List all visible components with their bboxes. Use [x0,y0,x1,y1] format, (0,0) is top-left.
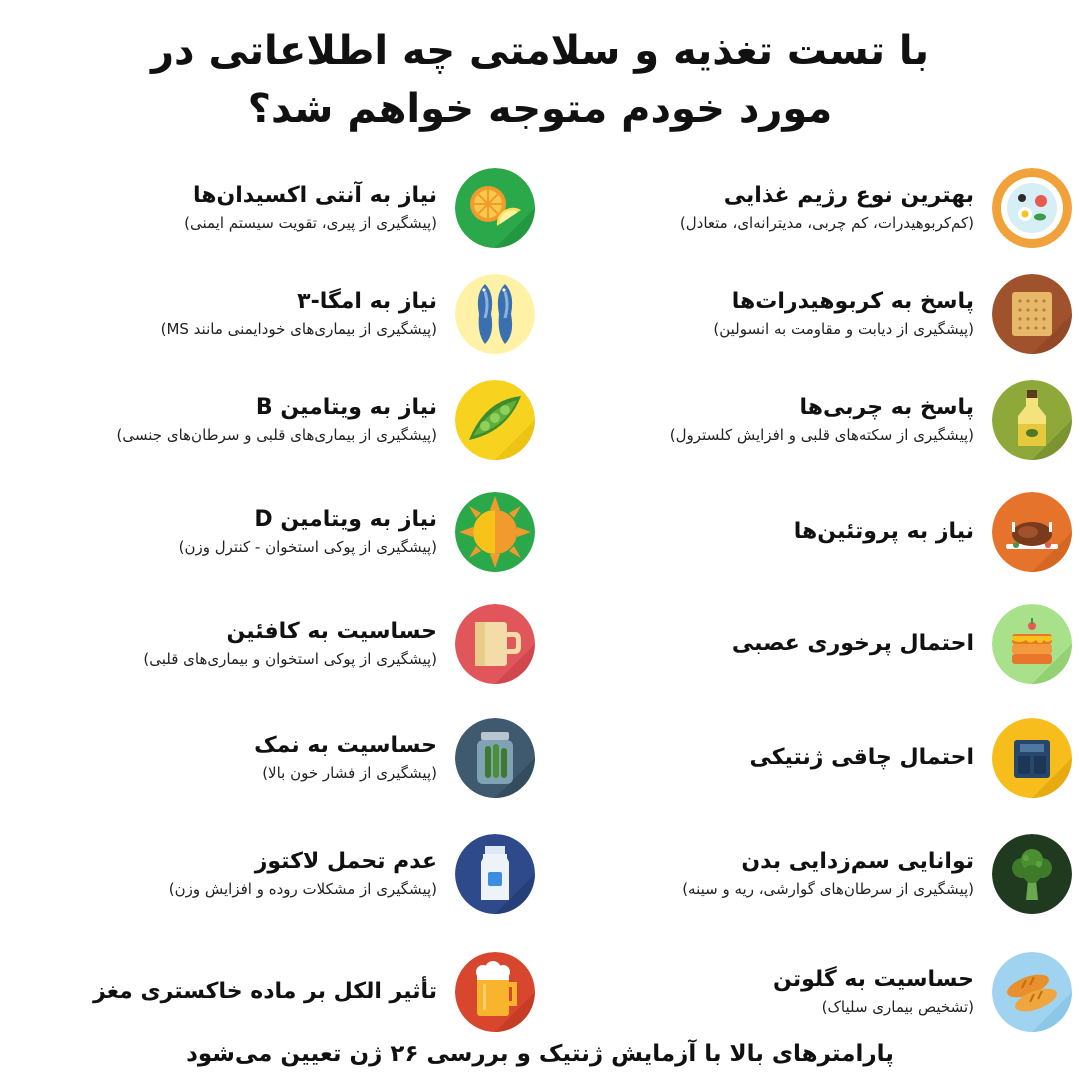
item-lactose-intolerance [5,832,535,916]
item-title: نیاز به امگا-۳ [297,289,437,314]
item-subtitle: (تشخیص بیماری سلیاک) [821,998,974,1016]
sun-icon [455,492,535,572]
item-alcohol-effect [5,950,535,1034]
salad-plate-icon [992,168,1072,248]
item-fat-response [537,378,1072,462]
item-salt-sensitivity [5,716,535,800]
item-subtitle: (پیشگیری از مشکلات روده و افزایش وزن) [168,880,437,898]
item-title: توانایی سم‌زدایی بدن [741,849,974,874]
item-subtitle: (پیشگیری از سرطان‌های گوارشی، ریه و سینه) [682,880,974,898]
item-title: حساسیت به گلوتن [773,967,974,992]
item-carb-response [537,272,1072,356]
item-title: نیاز به پروتئین‌ها [793,519,974,544]
item-subtitle: (پیشگیری از پوکی استخوان - کنترل وزن) [178,538,437,556]
item-binge-eating [537,602,1072,686]
item-subtitle: (پیشگیری از فشار خون بالا) [262,764,437,782]
item-title: عدم تحمل لاکتوز [254,849,437,874]
item-title: حساسیت به نمک [254,733,437,758]
cracker-icon [992,274,1072,354]
olive-oil-bottle-icon [992,380,1072,460]
item-gluten-sensitivity [537,950,1072,1034]
item-caffeine-sensitivity [5,602,535,686]
coffee-mug-icon [455,604,535,684]
title-line-1: با تست تغذیه و سلامتی چه اطلاعاتی در [151,28,929,74]
item-subtitle: (پیشگیری از بیماری‌های خودایمنی مانند MS) [160,320,437,338]
item-vitamin-b-need [5,378,535,462]
bread-icon [992,952,1072,1032]
item-genetic-obesity [537,716,1072,800]
broccoli-icon [992,834,1072,914]
item-protein-need [537,490,1072,574]
item-vitamin-d-need [5,490,535,574]
item-title: حساسیت به کافئین [226,619,437,644]
item-subtitle: (پیشگیری از پوکی استخوان و بیماری‌های قلبی) [143,650,437,668]
item-subtitle: (پیشگیری از دیابت و مقاومت به انسولین) [713,320,974,338]
item-subtitle: (پیشگیری از بیماری‌های قلبی و سرطان‌های جنسی) [116,426,437,444]
item-subtitle: (پیشگیری از پیری، تقویت سیستم ایمنی) [184,214,437,232]
title-line-2: مورد خودم متوجه خواهم شد؟ [247,86,833,132]
item-title: احتمال چاقی ژنتیکی [749,745,974,770]
pickle-jar-icon [455,718,535,798]
item-title: پاسخ به کربوهیدرات‌ها [731,289,974,314]
page-title [0,22,1080,138]
footer-note: پارامترهای بالا با آزمایش ژنتیک و بررسی ۲۶ ژن تعیین می‌شود [186,1041,894,1067]
item-antioxidant-need [5,166,535,250]
item-omega3-need [5,272,535,356]
pea-pod-icon [455,380,535,460]
item-title: نیاز به ویتامین D [254,507,437,532]
item-subtitle: (کم‌کربوهیدرات، کم چربی، مدیترانه‌ای، متعادل) [679,214,974,232]
item-title: احتمال پرخوری عصبی [731,631,974,656]
pancake-stack-icon [992,604,1072,684]
item-title: نیاز به ویتامین B [255,395,437,420]
roast-chicken-icon [992,492,1072,572]
beer-mug-icon [455,952,535,1032]
item-title: پاسخ به چربی‌ها [799,395,974,420]
item-detox-ability [537,832,1072,916]
weight-scale-icon [992,718,1072,798]
item-subtitle: (پیشگیری از سکته‌های قلبی و افزایش کلسترول) [669,426,974,444]
milk-carton-icon [455,834,535,914]
fish-icon [455,274,535,354]
item-title: نیاز به آنتی اکسیدان‌ها [192,183,437,208]
orange-slice-icon [455,168,535,248]
item-title: تأثیر الکل بر ماده خاکستری مغز [93,979,437,1004]
item-diet-type [537,166,1072,250]
item-title: بهترین نوع رژیم غذایی [723,183,974,208]
